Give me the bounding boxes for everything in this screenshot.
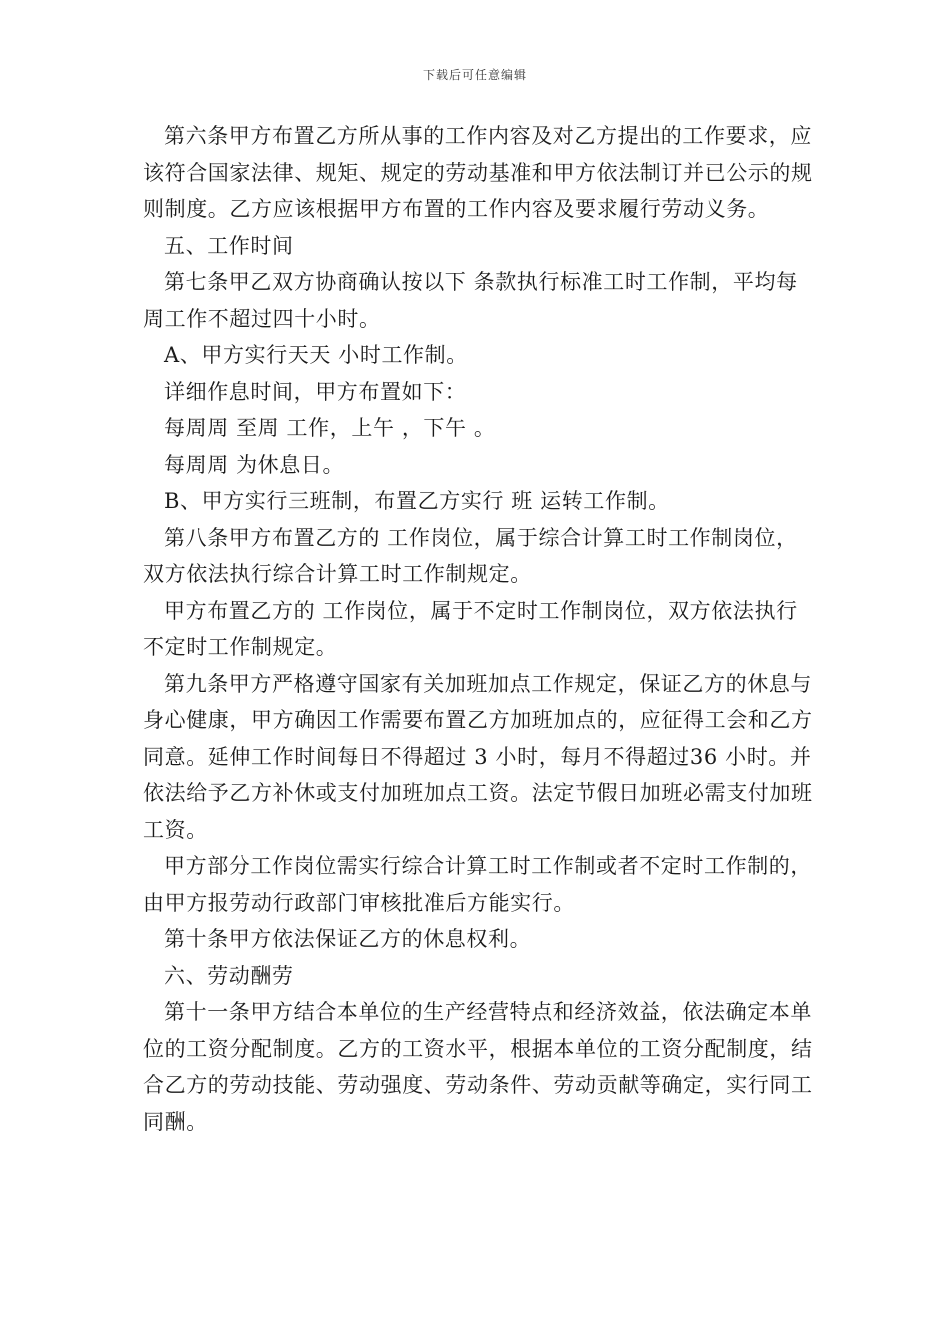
paragraph-approval: 甲方部分工作岗位需实行综合计算工时工作制或者不定时工作制的，由甲方报劳动行政部门审核批准后方能实行。 <box>143 854 812 915</box>
paragraph-rest-day: 每周周 为休息日。 <box>164 452 345 477</box>
paragraph-article-11: 第十一条甲方结合本单位的生产经营特点和经济效益，依法确定本单位的工资分配制度。乙方的工资水平，根据本单位的工资分配制度，结合乙方的劳动技能、劳动强度、劳动条件、劳动贡献等确定，实行同工同酬。 <box>143 1000 813 1134</box>
paragraph-article-7: 第七条甲乙双方协商确认按以下 条款执行标准工时工作制，平均每周工作不超过四十小时。 <box>143 270 798 331</box>
paragraph-schedule-intro: 详细作息时间，甲方布置如下： <box>164 379 467 404</box>
paragraph-article-6: 第六条甲方布置乙方所从事的工作内容及对乙方提出的工作要求，应该符合国家法律、规矩、规定的劳动基准和甲方依法制订并已公示的规则制度。乙方应该根据甲方布置的工作内容及要求履行劳动义务。 <box>143 124 813 221</box>
paragraph-weekly-work: 每周周 至周 工作，上午 ，下午 。 <box>164 416 496 440</box>
page-header: 下载后可任意编辑 <box>422 68 527 82</box>
paragraph-option-a: A、甲方实行天天 小时工作制。 <box>164 343 468 367</box>
section-heading-work-time: 五、工作时间 <box>164 233 294 258</box>
paragraph-option-b: B、甲方实行三班制，布置乙方实行 班 运转工作制。 <box>164 489 670 513</box>
paragraph-article-10: 第十条甲方依法保证乙方的休息权利。 <box>164 927 532 951</box>
paragraph-article-9: 第九条甲方严格遵守国家有关加班加点工作规定，保证乙方的休息与身心健康，甲方确因工作需要布置乙方加班加点的，应征得工会和乙方同意。延伸工作时间每日不得超过 3 小时，每月不得超过36 小时。并依法给予乙方补休或支付加班加点工资。法定节假日加班必需支付加班工资。 <box>143 671 813 842</box>
document-body <box>143 118 813 1140</box>
section-heading-remuneration: 六、劳动酬劳 <box>164 963 294 988</box>
paragraph-flexible-hours: 甲方布置乙方的 工作岗位，属于不定时工作制岗位，双方依法执行不定时工作制规定。 <box>143 598 798 659</box>
paragraph-article-8: 第八条甲方布置乙方的 工作岗位，属于综合计算工时工作制岗位，双方依法执行综合计算工时工作制规定。 <box>143 525 798 586</box>
